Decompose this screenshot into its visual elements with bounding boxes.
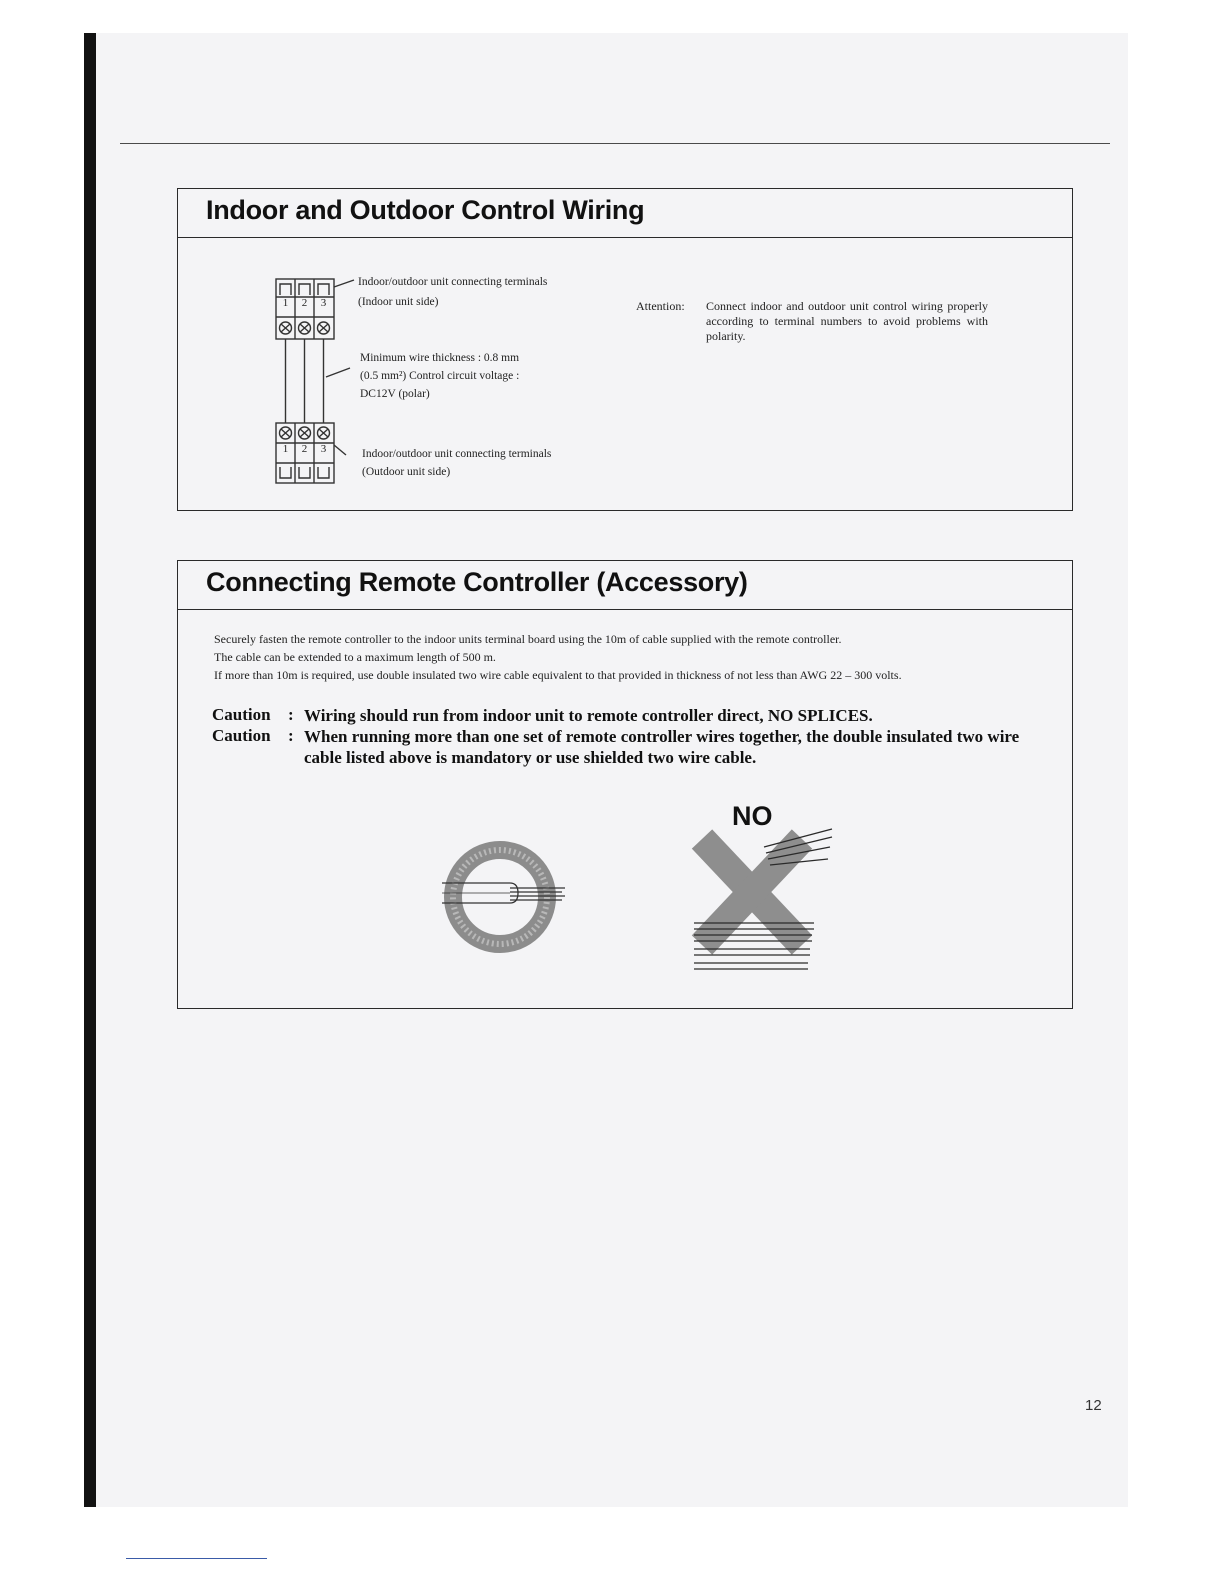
instruction-paragraph-1: Securely fasten the remote controller to the indoor units terminal board using the 10m of cable supplied with the remote controller. xyxy=(214,632,842,646)
bottom-terminal-numbers xyxy=(276,443,336,455)
wire-spec-line3: DC12V (polar) xyxy=(360,388,430,400)
bottom-link-underline[interactable] xyxy=(126,1558,267,1559)
instruction-paragraph-2: The cable can be extended to a maximum length of 500 m. xyxy=(214,650,496,664)
outdoor-side-label: (Outdoor unit side) xyxy=(362,466,451,478)
scan-edge-shadow xyxy=(84,33,96,1507)
caution-text: Wiring should run from indoor unit to remote controller direct, NO SPLICES. xyxy=(304,706,873,725)
wire-spec-line2: (0.5 mm²) Control circuit voltage : xyxy=(360,370,520,382)
section-header xyxy=(178,189,1072,238)
attention-text: Connect indoor and outdoor unit control wiring properly according to terminal numbers to avoid problems with polarity. xyxy=(706,299,988,343)
caution-colon: : xyxy=(288,726,294,745)
section-header xyxy=(178,561,1072,610)
outdoor-terminals-label: Indoor/outdoor unit connecting terminals xyxy=(362,448,552,460)
control-wiring-section xyxy=(177,188,1073,511)
terminal-wiring-diagram xyxy=(274,277,354,492)
ok-circle-icon xyxy=(440,833,570,961)
header-rule xyxy=(120,143,1110,144)
terminal-number: 2 xyxy=(301,297,308,309)
caution-text: When running more than one set of remote controller wires together, the double insulated two wire cable listed above is mandatory or use shielded two wire cable. xyxy=(304,727,1020,767)
indoor-side-label: (Indoor unit side) xyxy=(358,296,439,308)
terminal-number: 3 xyxy=(320,443,327,455)
terminal-number: 1 xyxy=(282,297,289,309)
no-x-icon xyxy=(694,827,834,973)
page-number: 12 xyxy=(1085,1397,1102,1414)
instruction-paragraph-3: If more than 10m is required, use double insulated two wire cable equivalent to that provided in thickness of not less than AWG 22 – 300 volts. xyxy=(214,668,902,682)
top-terminal-numbers xyxy=(276,297,336,309)
attention-label: Attention: xyxy=(636,299,685,313)
terminal-number: 1 xyxy=(282,443,289,455)
remote-controller-section xyxy=(177,560,1073,1009)
caution-colon: : xyxy=(288,705,294,724)
no-label: NO xyxy=(732,801,773,831)
terminal-number: 3 xyxy=(320,297,327,309)
wire-spec-line1: Minimum wire thickness : 0.8 mm xyxy=(360,352,520,364)
section-title: Connecting Remote Controller (Accessory) xyxy=(206,567,748,597)
indoor-terminals-label: Indoor/outdoor unit connecting terminals xyxy=(358,276,548,288)
terminal-number: 2 xyxy=(301,443,308,455)
caution-label: Caution xyxy=(212,705,271,724)
section-title: Indoor and Outdoor Control Wiring xyxy=(206,195,645,225)
caution-label: Caution xyxy=(212,726,271,745)
